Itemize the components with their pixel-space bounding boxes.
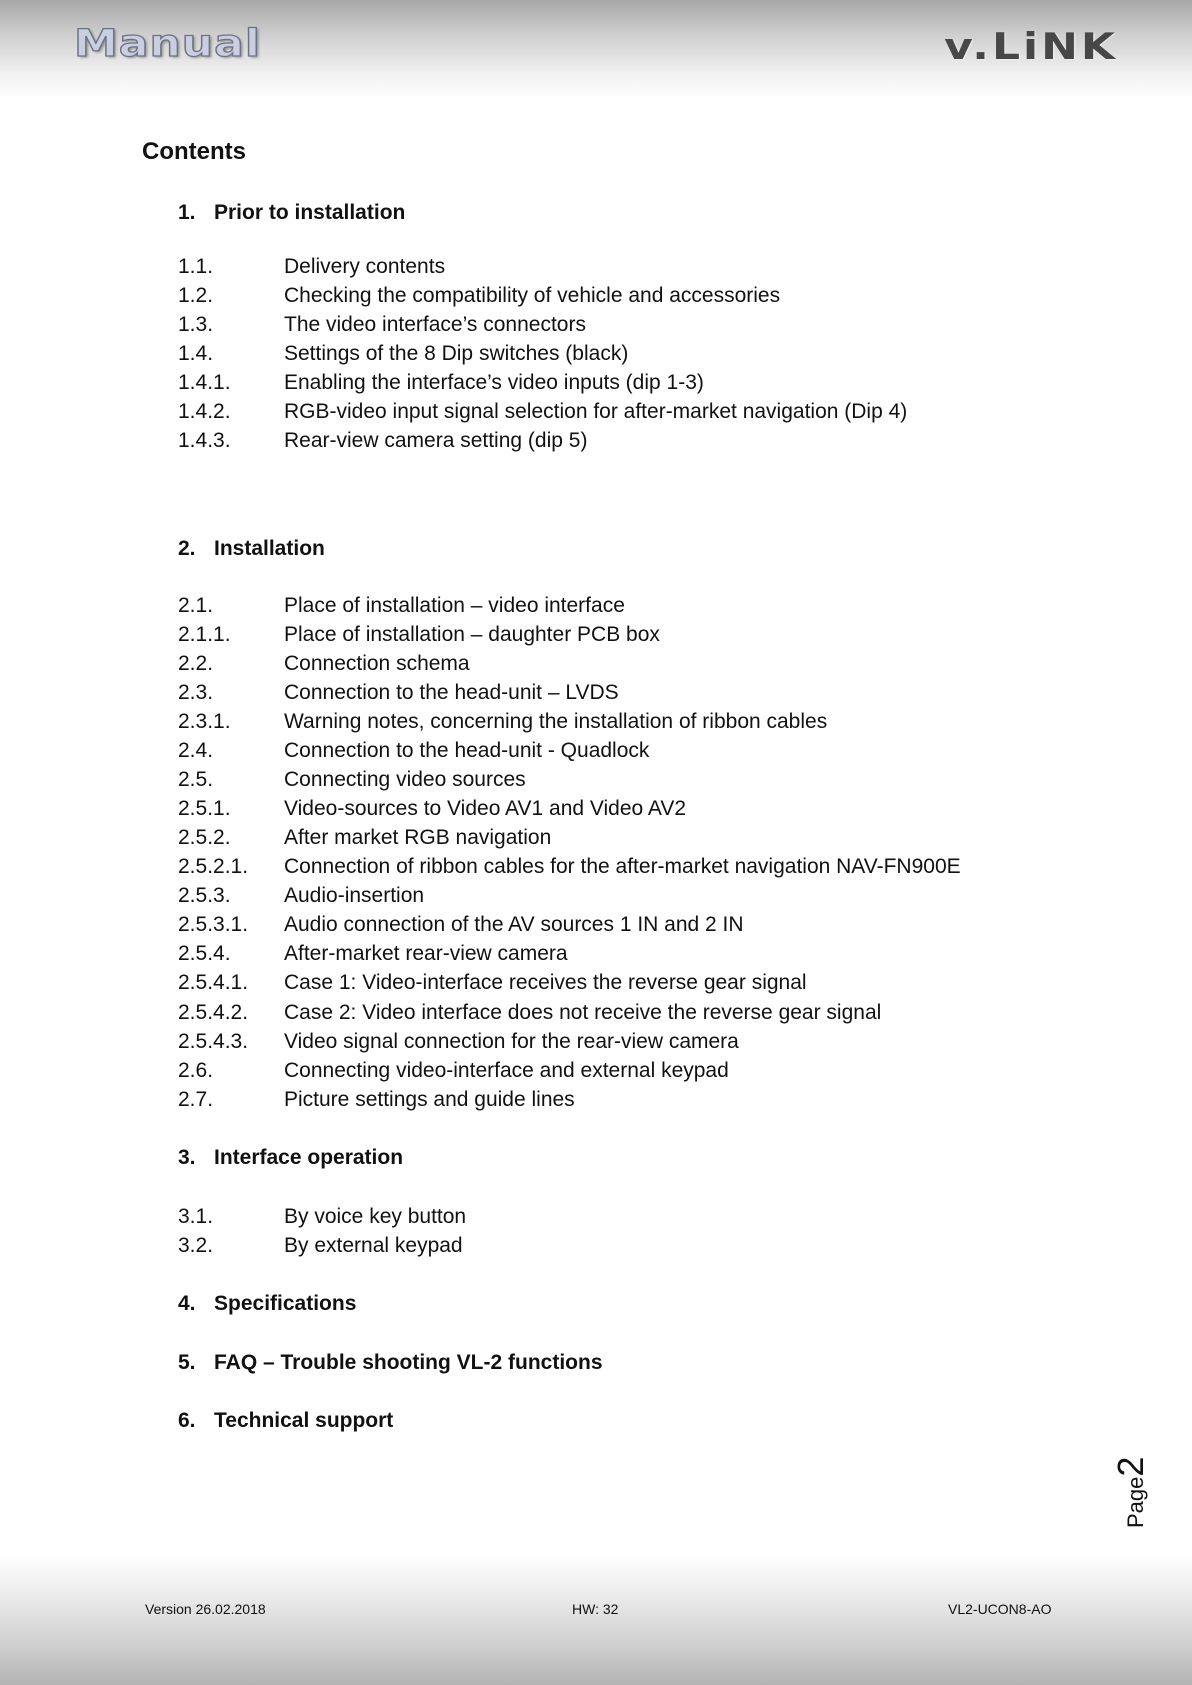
toc-item[interactable]: [178, 370, 704, 396]
toc-number: 2.1.: [178, 594, 214, 617]
toc-title: Place of installation – daughter PCB box: [284, 623, 660, 646]
toc-title: Specifications: [214, 1292, 357, 1315]
toc-item[interactable]: [178, 622, 660, 648]
toc-title: Audio-insertion: [284, 884, 425, 907]
toc-section[interactable]: [178, 1408, 393, 1434]
toc-number: 2.5.3.: [178, 884, 231, 907]
toc-title: Connection of ribbon cables for the after-market navigation NAV-FN900E: [284, 855, 961, 878]
toc-number: 2.5.1.: [178, 797, 231, 820]
toc-title: Connection to the head-unit - Quadlock: [284, 739, 650, 762]
toc-title: Picture settings and guide lines: [284, 1088, 575, 1111]
toc-number: 1.2.: [178, 284, 214, 307]
toc-item[interactable]: [178, 796, 686, 822]
toc-item[interactable]: [178, 1058, 729, 1084]
toc-item[interactable]: [178, 738, 649, 764]
toc-title: Place of installation – video interface: [284, 594, 625, 617]
toc-title: Connecting video-interface and external keypad: [284, 1059, 729, 1082]
toc-item[interactable]: [178, 1000, 881, 1026]
toc-title: Installation: [214, 537, 325, 560]
toc-item[interactable]: [178, 854, 961, 880]
toc-number: 2.7.: [178, 1088, 214, 1111]
toc-title: By external keypad: [284, 1234, 463, 1257]
toc-item[interactable]: [178, 709, 827, 735]
toc-title: Connection to the head-unit – LVDS: [284, 681, 619, 704]
toc-number: 2.5.2.1.: [178, 855, 249, 878]
toc-number: 2.6.: [178, 1059, 214, 1082]
toc-title: Rear-view camera setting (dip 5): [284, 429, 588, 452]
toc-section[interactable]: [178, 1291, 356, 1317]
toc-number: 4.: [178, 1292, 196, 1315]
toc-number: 2.5.4.: [178, 942, 231, 965]
page-number-value: 2: [1110, 1456, 1151, 1477]
toc-section[interactable]: [178, 1350, 603, 1376]
toc-item[interactable]: [178, 651, 470, 677]
toc-title: Connecting video sources: [284, 768, 526, 791]
toc-item[interactable]: [178, 680, 619, 706]
toc-number: 5.: [178, 1351, 196, 1374]
footer-model: VL2-UCON8-AO: [948, 1601, 1052, 1617]
page-header: [0, 0, 1192, 100]
toc-title: Delivery contents: [284, 255, 446, 278]
toc-number: 2.: [178, 537, 196, 560]
toc-number: 1.3.: [178, 313, 214, 336]
toc-title: Audio connection of the AV sources 1 IN and 2 IN: [284, 913, 744, 936]
footer-version: Version 26.02.2018: [145, 1601, 266, 1617]
toc-number: 2.5.2.: [178, 826, 231, 849]
toc-item[interactable]: [178, 254, 445, 280]
toc-title: By voice key button: [284, 1205, 467, 1228]
toc-title: Prior to installation: [214, 201, 406, 224]
toc-number: 6.: [178, 1409, 196, 1432]
toc-item[interactable]: [178, 283, 780, 309]
toc-title: RGB-video input signal selection for after-market navigation (Dip 4): [284, 400, 908, 423]
toc-item[interactable]: [178, 1233, 463, 1259]
toc-item[interactable]: [178, 941, 568, 967]
toc-section[interactable]: [178, 200, 405, 226]
manual-logo: Manual: [74, 22, 261, 66]
toc-title: Connection schema: [284, 652, 470, 675]
toc-number: 2.3.: [178, 681, 214, 704]
page-label: Page: [1123, 1476, 1148, 1528]
toc-number: 1.4.: [178, 342, 214, 365]
toc-number: 1.4.2.: [178, 400, 231, 423]
toc-title: The video interface’s connectors: [284, 313, 586, 336]
toc-title: Enabling the interface’s video inputs (dip 1-3): [284, 371, 704, 394]
contents-title: Contents: [142, 138, 246, 165]
toc-item[interactable]: [178, 912, 744, 938]
toc-section[interactable]: [178, 536, 325, 562]
toc-number: 2.5.4.1.: [178, 971, 249, 994]
toc-title: Interface operation: [214, 1146, 404, 1169]
vlink-logo: v.LiNK: [944, 26, 1118, 68]
toc-number: 1.4.3.: [178, 429, 231, 452]
toc-title: Checking the compatibility of vehicle and accessories: [284, 284, 781, 307]
toc-item[interactable]: [178, 312, 586, 338]
footer-hw: HW: 32: [572, 1601, 619, 1617]
page-footer: [0, 1555, 1192, 1685]
toc-item[interactable]: [178, 399, 907, 425]
toc-item[interactable]: [178, 1204, 466, 1230]
toc-title: After market RGB navigation: [284, 826, 552, 849]
toc-item[interactable]: [178, 1029, 739, 1055]
toc-section[interactable]: [178, 1145, 403, 1171]
toc-number: 3.2.: [178, 1234, 214, 1257]
toc-number: 1.1.: [178, 255, 214, 278]
toc-title: FAQ – Trouble shooting VL-2 functions: [214, 1351, 603, 1374]
toc-number: 1.4.1.: [178, 371, 231, 394]
toc-item[interactable]: [178, 883, 424, 909]
toc-title: Settings of the 8 Dip switches (black): [284, 342, 629, 365]
page-number: [1110, 1457, 1152, 1528]
toc-item[interactable]: [178, 428, 587, 454]
toc-number: 2.5.4.3.: [178, 1030, 249, 1053]
toc-title: Case 1: Video-interface receives the reverse gear signal: [284, 971, 807, 994]
toc-title: Video signal connection for the rear-view camera: [284, 1030, 739, 1053]
toc-number: 2.1.1.: [178, 623, 231, 646]
toc-item[interactable]: [178, 341, 628, 367]
toc-number: 2.3.1.: [178, 710, 231, 733]
toc-item[interactable]: [178, 1087, 575, 1113]
toc-number: 1.: [178, 201, 196, 224]
toc-item[interactable]: [178, 825, 551, 851]
toc-item[interactable]: [178, 767, 526, 793]
toc-item[interactable]: [178, 970, 807, 996]
toc-number: 2.2.: [178, 652, 214, 675]
toc-number: 2.5.3.1.: [178, 913, 249, 936]
toc-title: After-market rear-view camera: [284, 942, 568, 965]
toc-title: Case 2: Video interface does not receive the reverse gear signal: [284, 1001, 882, 1024]
toc-number: 2.5.4.2.: [178, 1001, 249, 1024]
toc-title: Technical support: [214, 1409, 394, 1432]
toc-title: Video-sources to Video AV1 and Video AV2: [284, 797, 687, 820]
toc-item[interactable]: [178, 593, 625, 619]
toc-number: 3.1.: [178, 1205, 214, 1228]
toc-title: Warning notes, concerning the installation of ribbon cables: [284, 710, 828, 733]
toc-number: 2.5.: [178, 768, 214, 791]
toc-number: 3.: [178, 1146, 196, 1169]
toc-number: 2.4.: [178, 739, 214, 762]
